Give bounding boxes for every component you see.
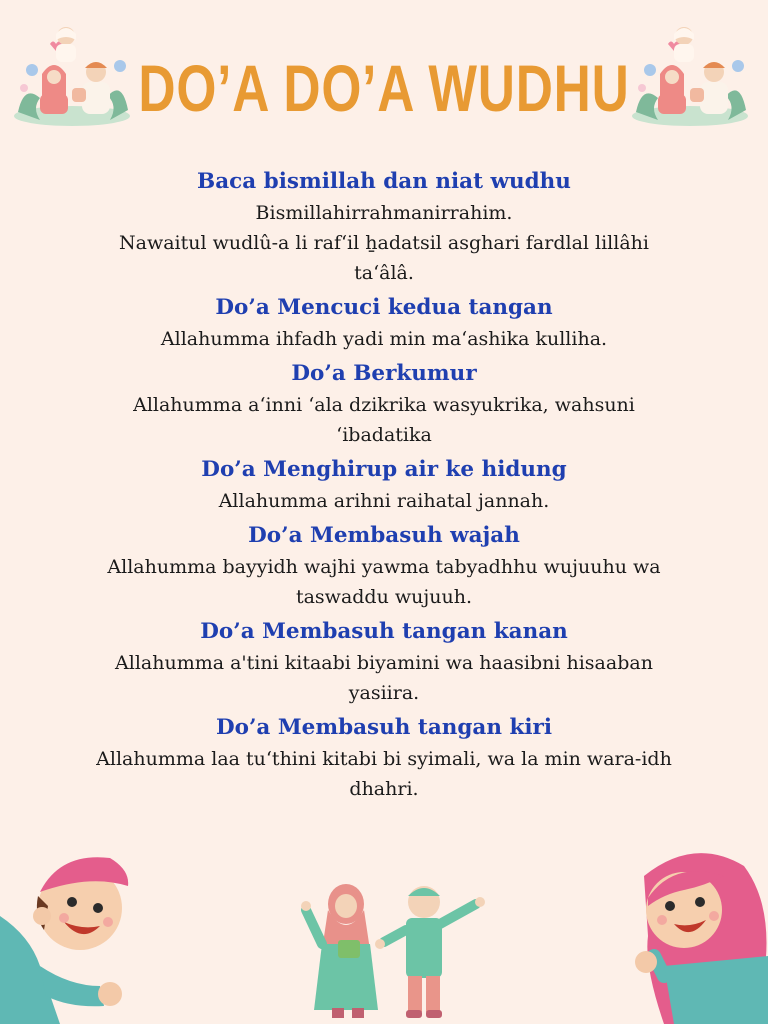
doa-section — [60, 712, 708, 804]
children-illustration-center — [300, 880, 490, 1024]
doa-text-line: Allahumma a'tini kitaabi biyamini wa haasibni hisaaban — [115, 652, 653, 674]
doa-heading: Do’a Membasuh wajah — [248, 523, 520, 548]
family-illustration-left — [10, 24, 140, 128]
doa-heading: Do’a Menghirup air ke hidung — [201, 457, 567, 482]
doa-text-line: Bismillahirrahmanirrahim. — [255, 202, 513, 224]
doa-text-line: Allahumma arihni raihatal jannah. — [218, 490, 550, 512]
doa-section — [60, 292, 708, 354]
doa-text-line: yasiira. — [348, 682, 420, 704]
doa-text-line: Allahumma bayyidh wajhi yawma tabyadhhu wujuuhu wa — [107, 556, 661, 578]
doa-text-line: taswaddu wujuuh. — [295, 586, 473, 608]
page-title: DO’A DO’A WUDHU — [138, 51, 630, 125]
doa-text-line: ta‘âlâ. — [354, 262, 414, 284]
doa-section — [60, 454, 708, 516]
doa-section — [60, 520, 708, 612]
boy-illustration-left — [0, 846, 140, 1024]
doa-section — [60, 616, 708, 708]
doa-heading: Do’a Mencuci kedua tangan — [215, 295, 553, 320]
doa-heading: Do’a Membasuh tangan kanan — [200, 619, 568, 644]
doa-text-line: Allahumma laa tu‘thini kitabi bi syimali, wa la min wara-idh — [96, 748, 672, 770]
girl-illustration-right — [624, 846, 768, 1024]
doa-text-line: Nawaitul wudlû-a li raf‘il ẖadatsil asghari fardlal lillâhi — [119, 232, 649, 254]
doa-text-line: ‘ibadatika — [336, 424, 432, 446]
doa-text-line: dhahri. — [349, 778, 419, 800]
doa-section — [60, 166, 708, 288]
doa-heading: Do’a Membasuh tangan kiri — [215, 715, 553, 740]
doa-text-line: Allahumma a‘inni ‘ala dzikrika wasyukrika, wahsuni — [133, 394, 635, 416]
family-illustration-right — [628, 24, 758, 128]
doa-text-line: Allahumma ihfadh yadi min ma‘ashika kulliha. — [160, 328, 608, 350]
doa-heading: Do’a Berkumur — [291, 361, 477, 386]
doa-heading: Baca bismillah dan niat wudhu — [197, 169, 571, 194]
doa-list — [60, 166, 708, 808]
doa-section — [60, 358, 708, 450]
